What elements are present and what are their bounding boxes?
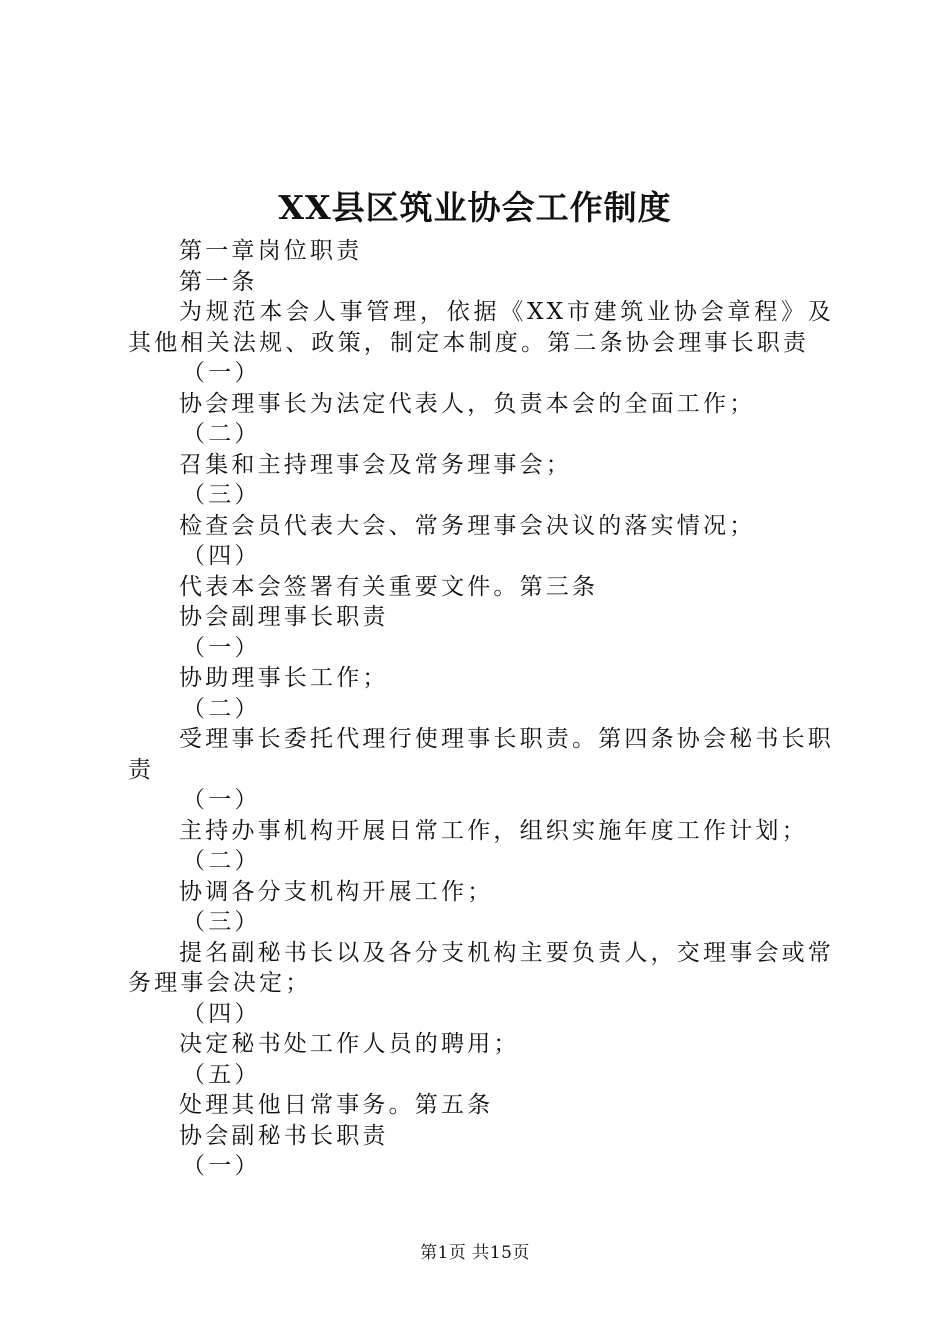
paragraph: 提名副秘书长以及各分支机构主要负责人，交理事会或常务理事会决定； (128, 939, 834, 996)
article-heading: 第一条 (179, 268, 258, 295)
list-marker: （四） (182, 543, 261, 569)
document-title: XX县区筑业协会工作制度 (278, 188, 672, 227)
list-marker: （二） (182, 695, 261, 722)
paragraph: 决定秘书处工作人员的聘用； (179, 1031, 520, 1057)
paragraph: 受理事长委托代理行使理事长职责。第四条协会秘书长职责 (128, 726, 834, 783)
list-marker: （一） (182, 360, 261, 386)
paragraph: 处理其他日常事务。第五条 (179, 1092, 494, 1118)
paragraph: 协调各分支机构开展工作； (179, 878, 494, 905)
paragraph: 协助理事长工作； (179, 665, 389, 691)
list-marker: （一） (182, 1153, 261, 1179)
paragraph: 检查会员代表大会、常务理事会决议的落实情况； (179, 512, 756, 539)
list-marker: （一） (182, 787, 261, 813)
paragraph: 召集和主持理事会及常务理事会； (179, 451, 572, 478)
paragraph: 协会副秘书长职责 (179, 1122, 389, 1149)
chapter-heading: 第一章岗位职责 (179, 238, 363, 264)
list-marker: （五） (182, 1061, 261, 1088)
paragraph: 为规范本会人事管理，依据《XX市建筑业协会章程》及其他相关法规、政策，制定本制度。第二条协会理事长职责 (128, 299, 834, 356)
paragraph: 代表本会签署有关重要文件。第三条 (179, 573, 599, 600)
paragraph: 主持办事机构开展日常工作，组织实施年度工作计划； (179, 817, 808, 844)
list-marker: （二） (182, 848, 261, 874)
list-marker: （四） (182, 1000, 261, 1027)
page-footer: 第1页 共15页 (420, 1243, 530, 1263)
list-marker: （一） (182, 634, 261, 661)
list-marker: （三） (182, 482, 261, 508)
list-marker: （二） (182, 421, 261, 447)
paragraph: 协会副理事长职责 (179, 604, 389, 630)
paragraph: 协会理事长为法定代表人，负责本会的全面工作； (179, 390, 756, 417)
document-body (128, 236, 834, 1182)
list-marker: （三） (182, 909, 261, 935)
